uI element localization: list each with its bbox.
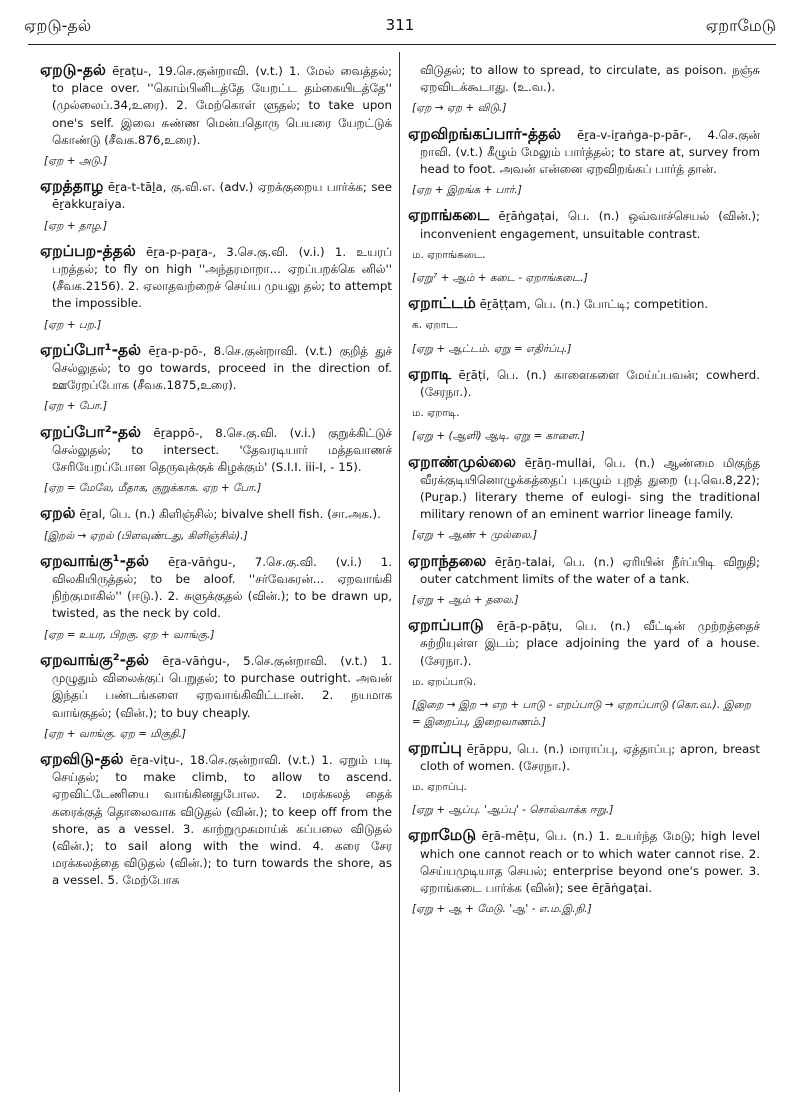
- etymology-note: [ஏறு + ஆட்டம். ஏறு = எதிர்ப்பு.]: [412, 342, 572, 355]
- right-column: [408, 62, 760, 1092]
- etymology-note: [ஏற + தாழ.]: [44, 219, 108, 232]
- headword: ஏறடு-தல்: [40, 62, 106, 79]
- column-divider: [399, 52, 400, 1092]
- headword: ஏறவாங்கு¹-தல்: [40, 551, 149, 570]
- etymology-note: [ஏற = மேலே, மீதாக, குறுக்காக. ஏற + போ.]: [44, 482, 262, 495]
- dictionary-entry: [40, 505, 392, 523]
- etymology-note: [ஏற + பற.]: [44, 318, 102, 331]
- headword: ஏறாப்பாடு: [408, 616, 484, 635]
- dictionary-entry: [408, 126, 760, 179]
- etymology-note: [ஏறு + ஆப்பு. 'ஆப்பு' - சொல்வாக்க ஈறு.]: [412, 804, 614, 817]
- dictionary-entry: [40, 553, 392, 623]
- entry-definition: ēṟa-t-tāḻa, கு.வி.எ. (adv.) ஏறக்குறைய பார்க்க; see ēṟakkuṟaiya.: [52, 180, 392, 212]
- header-left-word: ஏறடு-தல்: [24, 16, 92, 35]
- headword: ஏறாமேடு: [408, 826, 477, 845]
- dictionary-entry: [40, 751, 392, 890]
- dictionary-entry: [40, 178, 392, 213]
- page-number: 311: [385, 16, 415, 34]
- etymology-note: [ஏற = உயர, பிறகு. ஏற + வாங்கு.]: [44, 628, 215, 641]
- headword: ஏறத்தாழ: [40, 177, 104, 196]
- entry-definition: ēṟāṉ-talai, பெ. (n.) ஏரியின் நீர்ப்பிடி விறுதி; outer catchment limits of the water of a tank.: [420, 554, 760, 586]
- etymology-note: [ஏற → ஏற + விடு.]: [412, 102, 507, 115]
- entry-definition: ēṟa-p-pō-, 8.செ.குன்றாவி. (v.t.) குறித் துச் செல்லுதல்; to go towards, proceed in the direction of. ஊரேறப்போக (சீவக.1875,உரை).: [52, 343, 392, 393]
- headword: ஏறாண்முல்லை: [408, 452, 517, 471]
- entry-definition: ēṟāṉ-mullai, பெ. (n.) ஆண்மை மிகுந்த வீரக்குடியினொழுக்கத்தைப் புகழும் புறத் துறை (பு.வெ.8,22); (Puṟap.) literary theme of eulogi- sing the traditional military renown of an eminent warrior lineage family.: [420, 455, 760, 522]
- cognate-note: ம. ஏறாப்பு.: [412, 780, 467, 793]
- headword: ஏறவிடு-தல்: [40, 749, 124, 768]
- dictionary-entry: [40, 62, 392, 149]
- etymology-note: [இறல் → ஏறல் (பிளவுண்டது, கிளிஞ்சில்).]: [44, 529, 248, 542]
- etymology-note: [ஏறு + ஆம் + தலை.]: [412, 594, 519, 607]
- headword: ஏறப்போ¹-தல்: [40, 340, 141, 359]
- entry-definition: ēṟa-v-iṟaṅga-p-pār-, 4.செ.குன் றாவி. (v.t.) கீழும் மேலும் பார்த்தல்; to stare at, survey from head to foot. அவன் என்னை ஏறவிறங்கப் பார்த் தான்.: [420, 127, 760, 177]
- dictionary-entry: [40, 243, 392, 313]
- entry-definition: ēṟa-viṭu-, 18.செ.குன்றாவி. (v.t.) 1. ஏறும் படி செய்தல்; to make climb, to allow to ascend. ஏறவிட்டேணியை வாங்கினதுபோல. 2. மரக்கலத் தைக் கரைக்குத் தொலைவாக விடுதல் (வின்.); to keep off from the shore, as a vessel. 3. காற்றுமுகமாய்க் கப்பலை விடுதல் (வின்.); to sail along with the wind. 4. கரை சேர மரக்கலத்தை விடுதல் (வின்.); to turn towards the shore, as a vessel. 5. மேற்போக: [52, 752, 392, 888]
- running-head: [24, 16, 776, 40]
- entry-definition: ēṟa-vāṅgu-, 5.செ.குன்றாவி. (v.t.) 1. முழுதும் விலைக்குப் பெறுதல்; to purchase outright. அவன் இந்தப் பண்டங்களை ஏறவாங்கிவிட்டான். 2. நயமாக வாங்குதல்; (வின்.); to buy cheaply.: [52, 653, 392, 720]
- dictionary-entry: [408, 295, 760, 313]
- dictionary-entry: [40, 342, 392, 395]
- entry-definition: ēṟāṭi, பெ. (n.) காளைகளை மேய்ப்பவன்; cowherd. (சேரநா.).: [420, 367, 760, 400]
- headword: ஏறவிறங்கப்பார்-த்தல்: [408, 124, 562, 143]
- entry-definition: ēṟā-p-pāṭu, பெ. (n.) வீட்டின் முற்றத்தைச் சுற்றியுள்ள இடம்; place adjoining the yard of a house. (சேரநா.).: [420, 619, 760, 668]
- entry-definition: ēṟappō-, 8.செ.கு.வி. (v.i.) குறுக்கிட்டுச் செல்லுதல்; to intersect. 'தேவரடியார் மத்தவாணச் சேரியேறப்போன தெருவுக்குக் கிழக்கும்' (S.I.I. iii-I, - 15).: [52, 425, 392, 475]
- entry-definition: ēṟaṭu-, 19.செ.குன்றாவி. (v.t.) 1. மேல் வைத்தல்; to place over. ''கொம்பினிடத்தே யேறட்ட தம்கையிடத்தே'' (முல்லைப்.34,உரை). 2. மேற்கொள் ளுதல்; to take upon one's self. இவை சுண்ண மென்பதொரு பெயரை யேறட்டுக் கொண்டு (சீவக.876,உரை).: [52, 64, 392, 147]
- entry-definition: ēṟāṅgaṭai, பெ. (n.) ஒவ்வாச்செயல் (வின்.); inconvenient engagement, unsuitable contrast.: [420, 209, 760, 241]
- headword: ஏறாட்டம்: [408, 294, 476, 313]
- etymology-note: [ஏற + போ.]: [44, 400, 108, 413]
- cognate-note: க. ஏறாட.: [412, 319, 458, 332]
- cognate-note: ம. ஏறப்பாடு.: [412, 675, 477, 688]
- dictionary-entry: [408, 366, 760, 401]
- cognate-note: ம. ஏறாங்கடை.: [412, 248, 486, 261]
- dictionary-entry: [408, 553, 760, 588]
- left-column: [40, 62, 392, 1092]
- cognate-note: ம. ஏறாடி.: [412, 407, 460, 420]
- etymology-note: [ஏறு⁷ + ஆம் + கடை - ஏறாங்கடை.]: [412, 272, 588, 285]
- headword: ஏறாடி: [408, 364, 452, 383]
- dictionary-entry: [408, 617, 760, 670]
- etymology-note: [ஏற + இறங்க + பார்.]: [412, 184, 522, 197]
- dictionary-entry: [408, 740, 760, 775]
- etymology-note: [ஏற + வாங்கு. ஏற = மிகுதி.]: [44, 727, 187, 740]
- headword: ஏறாந்தலை: [408, 551, 487, 570]
- entry-definition: ēṟal, பெ. (n.) கிளிஞ்சில்; bivalve shell fish. (சா.அக.).: [79, 507, 381, 522]
- etymology-note: [ஏறு + (ஆளி) ஆடி. ஏறு = காளை.]: [412, 430, 585, 443]
- header-right-word: ஏறாமேடு: [705, 16, 776, 35]
- etymology-note: [ஏறு + ஆண் + முல்லை.]: [412, 529, 538, 542]
- dictionary-entry: [408, 827, 760, 897]
- entry-definition: ēṟā-mēṭu, பெ. (n.) 1. உயர்ந்த மேடு; high level which one cannot reach or to which water cannot rise. 2. செய்யமுடியாத செயல்; enterprise beyond one's power. 3. ஏறாங்கடை பார்க்க (வின்); see ēṟāṅgaṭai.: [420, 829, 760, 895]
- headword: ஏறாங்கடை: [408, 206, 490, 225]
- dictionary-entry: [40, 652, 392, 722]
- etymology-note: [ஏறு + ஆ + மேடு. 'ஆ' - எ.ம.இ.நி.]: [412, 903, 592, 916]
- headword: ஏறவாங்கு²-தல்: [40, 650, 149, 669]
- entry-definition: ēṟa-vāṅgu-, 7.செ.கு.வி. (v.i.) 1. விலகியிருத்தல்; to be aloof. ''சர்வேசுரன்... ஏறவாங்கி நிற்குமாகில்'' (ஈடு.). 2. சுளுக்குதல் (வின்.); to be drawn up, twisted, as the neck by cold.: [52, 554, 392, 621]
- etymology-note: [ஏற + அடு.]: [44, 155, 108, 168]
- dictionary-entry: [408, 207, 760, 242]
- etymology-note: [இறை → இற → எற + பாடு - எறப்பாடு → ஏறாப்பாடு (கொ.வ.). இறை = இறைப்பு, இறைவாணம்.]: [412, 699, 751, 729]
- header-rule: [28, 44, 776, 45]
- dictionary-entry: [40, 424, 392, 477]
- entry-definition: ēṟa-p-paṟa-, 3.செ.கு.வி. (v.i.) 1. உயரப் பறத்தல்; to fly on high ''அந்தரமாறா... ஏறப்பறக்கெ னில்'' (சீவக.2156). 2. ஏலாதவற்றைச் செய்ய முயலு தல்; to attempt the impossible.: [52, 244, 392, 311]
- entry-definition: ēṟāṭṭam, பெ. (n.) போட்டி; competition.: [479, 297, 709, 312]
- entry-continuation: விடுதல்; to allow to spread, to circulate, as poison. நஞ்சு ஏறவிடக்கூடாது. (உ.வ.).: [420, 63, 760, 95]
- headword: ஏறாப்பு: [408, 738, 462, 757]
- headword: ஏறப்பற-த்தல்: [40, 241, 136, 260]
- headword: ஏறல்: [40, 504, 76, 523]
- entry-definition: ēṟāppu, பெ. (n.) மாராப்பு, ஏத்தாப்பு; apron, breast cloth of women. (சேரநா.).: [420, 741, 760, 773]
- headword: ஏறப்போ²-தல்: [40, 422, 141, 441]
- dictionary-entry: [408, 454, 760, 524]
